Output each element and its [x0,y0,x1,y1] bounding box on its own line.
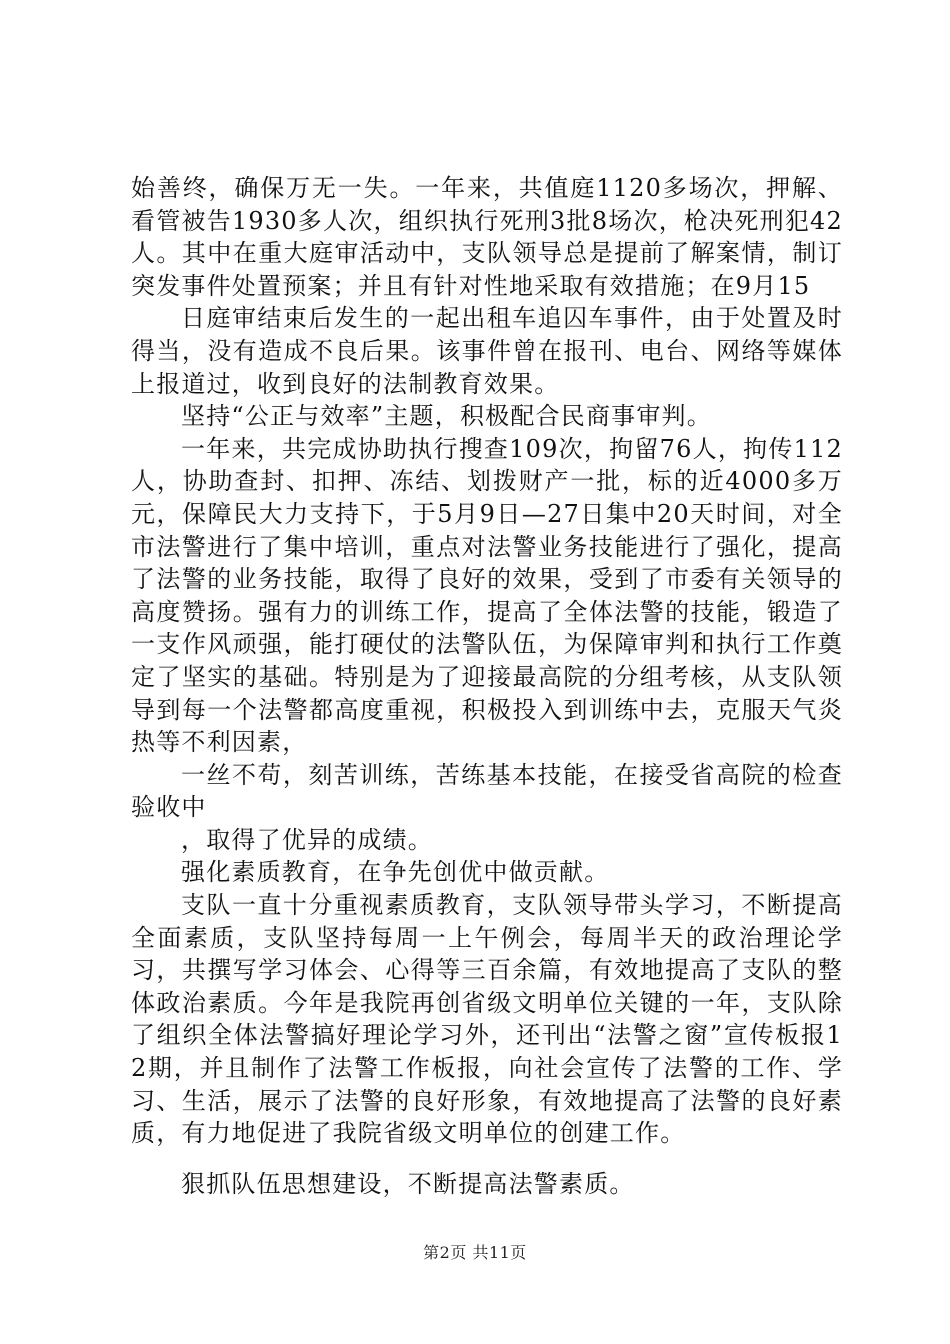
paragraph-3: 坚持“公正与效率”主题，积极配合民商事审判。 [181,402,712,431]
page-footer: 第2页 共11页 [423,1243,527,1262]
paragraph-6: ，取得了优异的成绩。 [181,825,433,854]
paragraph-8: 支队一直十分重视素质教育，支队领导带头学习，不断提高全面素质，支队坚持每周一上午例会，每周半天的政治理论学习，共撰写学习体会、心得等三百余篇，有效地提高了支队的整体政治素质。今年是我院再创省级文明单位关键的一年，支队除了组织全体法警搞好理论学习外，还刊出“法警之窗”宣传板报12期，并且制作了法警工作板报，向社会宣传了法警的工作、学习、生活，展示了法警的良好形象，有效地提高了法警的良好素质，有力地促进了我院省级文明单位的创建工作。 [131,891,843,1148]
paragraph-7: 强化素质教育，在争先创优中做贡献。 [181,858,610,887]
paragraph-5: 一丝不苟，刻苦训练，苦练基本技能，在接受省高院的检查验收中 [131,760,843,822]
paragraph-1: 始善终，确保万无一失。一年来，共值庭1120多场次，押解、看管被告1930多人次，组织执行死刑3批8场次，枪决死刑犯42人。其中在重大庭审活动中，支队领导总是提前了解案情，制订突发事件处置预案；并且有针对性地采取有效措施；在9月15 [131,174,843,300]
paragraph-4: 一年来，共完成协助执行搜查109次，拘留76人，拘传112人，协助查封、扣押、冻结、划拨财产一批，标的近4000多万元，保障民大力支持下，于5月9日—27日集中20天时间，对全市法警进行了集中培训，重点对法警业务技能进行了强化，提高了法警的业务技能，取得了良好的效果，受到了市委有关领导的高度赞扬。强有力的训练工作，提高了全体法警的技能，锻造了一支作风顽强，能打硬仗的法警队伍，为保障审判和执行工作奠定了坚实的基础。特别是为了迎接最高院的分组考核，从支队领导到每一个法警都高度重视，积极投入到训练中去，克服天气炎热等不利因素， [131,434,843,757]
paragraph-2: 日庭审结束后发生的一起出租车追囚车事件，由于处置及时得当，没有造成不良后果。该事件曾在报刊、电台、网络等媒体上报道过，收到良好的法制教育效果。 [131,304,843,398]
document-body [131,172,843,1200]
paragraph-9: 狠抓队伍思想建设，不断提高法警素质。 [181,1169,635,1198]
